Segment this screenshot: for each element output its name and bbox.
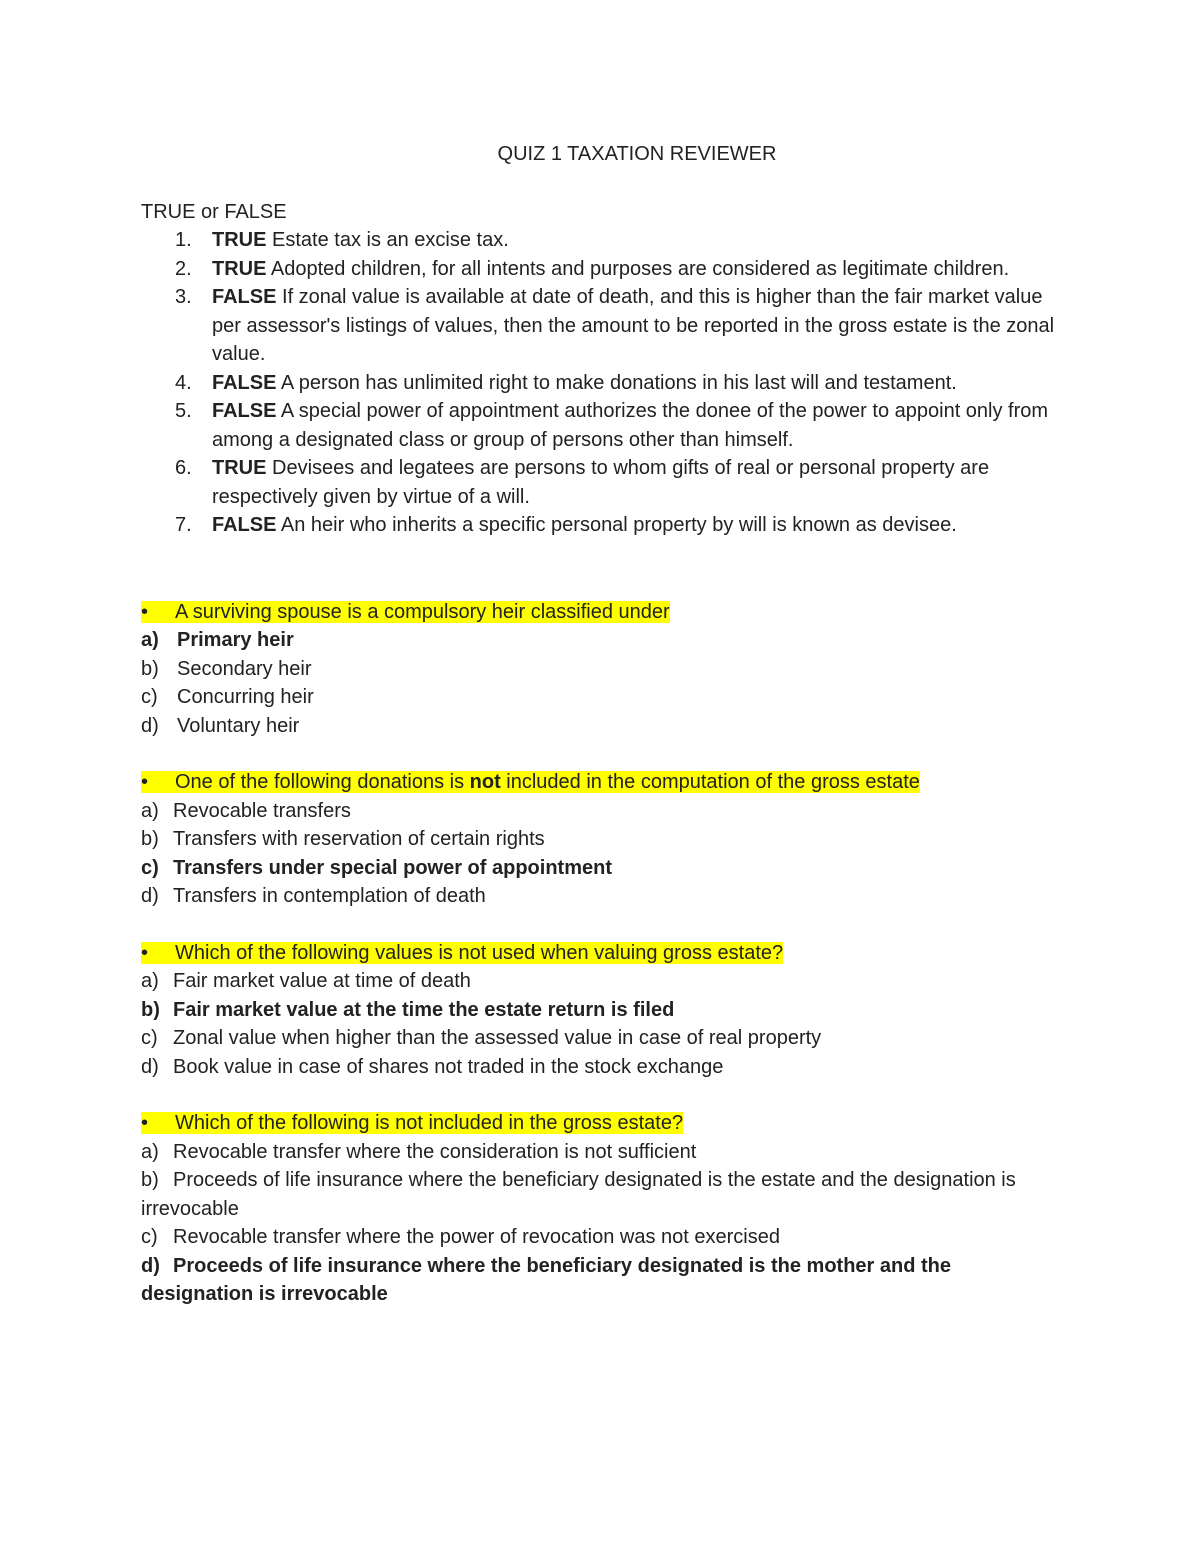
question-text: • Which of the following is not included in the gross estate? bbox=[141, 1109, 1061, 1138]
tf-item bbox=[141, 454, 1061, 511]
question-block bbox=[141, 1109, 1061, 1309]
tf-number: 3. bbox=[175, 286, 192, 308]
answer-option: a) Primary heir bbox=[141, 629, 294, 651]
tf-item bbox=[141, 511, 1061, 540]
tf-number: 6. bbox=[175, 457, 192, 479]
answer-option: d) Voluntary heir bbox=[141, 714, 300, 737]
answer-option: b) Fair market value at the time the estate return is filed bbox=[141, 998, 675, 1021]
answer-option: c) Transfers under special power of appointment bbox=[141, 856, 612, 879]
tf-statement: If zonal value is available at date of death, and this is higher than the fair market value per assessor's listings of values, then the amount to be reported in the gross estate is the zonal value. bbox=[212, 286, 1055, 365]
answer-option: b) Transfers with reservation of certain rights bbox=[141, 828, 545, 850]
question-text: • One of the following donations is not included in the computation of the gross estate bbox=[141, 768, 1061, 797]
tf-item bbox=[141, 397, 1061, 454]
page-title: QUIZ 1 TAXATION REVIEWER bbox=[497, 143, 777, 165]
tf-statement: Estate tax is an excise tax. bbox=[272, 229, 509, 251]
answer-option: a) Revocable transfers bbox=[141, 799, 351, 822]
tf-number: 1. bbox=[175, 229, 192, 251]
tf-statement: A special power of appointment authorizes the donee of the power to appoint only from among a designated class or group of persons other than himself. bbox=[212, 400, 1049, 451]
tf-item bbox=[141, 255, 1061, 284]
answer-option: a) Fair market value at time of death bbox=[141, 970, 471, 992]
answer-option: d) Transfers in contemplation of death bbox=[141, 885, 486, 907]
document-page bbox=[141, 140, 1061, 1309]
tf-statement: Adopted children, for all intents and purposes are considered as legitimate children. bbox=[270, 257, 1010, 280]
tf-number: 5. bbox=[175, 400, 192, 422]
tf-answer: TRUE bbox=[212, 457, 267, 479]
answer-option: c) Zonal value when higher than the assessed value in case of real property bbox=[141, 1027, 822, 1049]
question-text: • Which of the following values is not used when valuing gross estate? bbox=[141, 939, 1061, 968]
question-text: • A surviving spouse is a compulsory heir classified under bbox=[141, 598, 1061, 627]
tf-answer: TRUE bbox=[212, 229, 267, 251]
bullet-icon: • bbox=[141, 941, 149, 964]
bullet-icon: • bbox=[141, 771, 149, 793]
answer-option: a) Revocable transfer where the consideration is not sufficient bbox=[141, 1140, 697, 1163]
answer-option: c) Concurring heir bbox=[141, 686, 314, 708]
question-block bbox=[141, 768, 1061, 911]
tf-item bbox=[141, 369, 1061, 398]
question-block bbox=[141, 939, 1061, 1082]
tf-item bbox=[141, 226, 1061, 255]
tf-answer: FALSE bbox=[212, 400, 277, 422]
tf-answer: FALSE bbox=[212, 371, 277, 394]
true-false-heading: TRUE or FALSE bbox=[141, 201, 287, 223]
answer-option: b) Secondary heir bbox=[141, 657, 312, 680]
tf-number: 7. bbox=[175, 514, 192, 536]
tf-number: 2. bbox=[175, 257, 192, 280]
tf-item bbox=[141, 283, 1061, 369]
tf-answer: TRUE bbox=[212, 257, 267, 280]
tf-answer: FALSE bbox=[212, 514, 277, 536]
bullet-icon: • bbox=[141, 1112, 149, 1134]
question-block bbox=[141, 598, 1061, 741]
answer-option: c) Revocable transfer where the power of revocation was not exercised bbox=[141, 1226, 780, 1248]
answer-option: d) Book value in case of shares not traded in the stock exchange bbox=[141, 1055, 724, 1078]
answer-option: b) Proceeds of life insurance where the beneficiary designated is the estate and the designation is irrevocable bbox=[141, 1169, 1016, 1220]
answer-option: d) Proceeds of life insurance where the beneficiary designated is the mother and the designation is irrevocable bbox=[141, 1254, 951, 1305]
bullet-icon: • bbox=[141, 600, 149, 623]
tf-statement: Devisees and legatees are persons to whom gifts of real or personal property are respectively given by virtue of a will. bbox=[212, 457, 990, 508]
tf-statement: An heir who inherits a specific personal property by will is known as devisee. bbox=[280, 514, 957, 536]
tf-answer: FALSE bbox=[212, 286, 277, 308]
tf-statement: A person has unlimited right to make donations in his last will and testament. bbox=[280, 371, 957, 394]
tf-number: 4. bbox=[175, 371, 192, 394]
true-false-list bbox=[141, 226, 1061, 540]
